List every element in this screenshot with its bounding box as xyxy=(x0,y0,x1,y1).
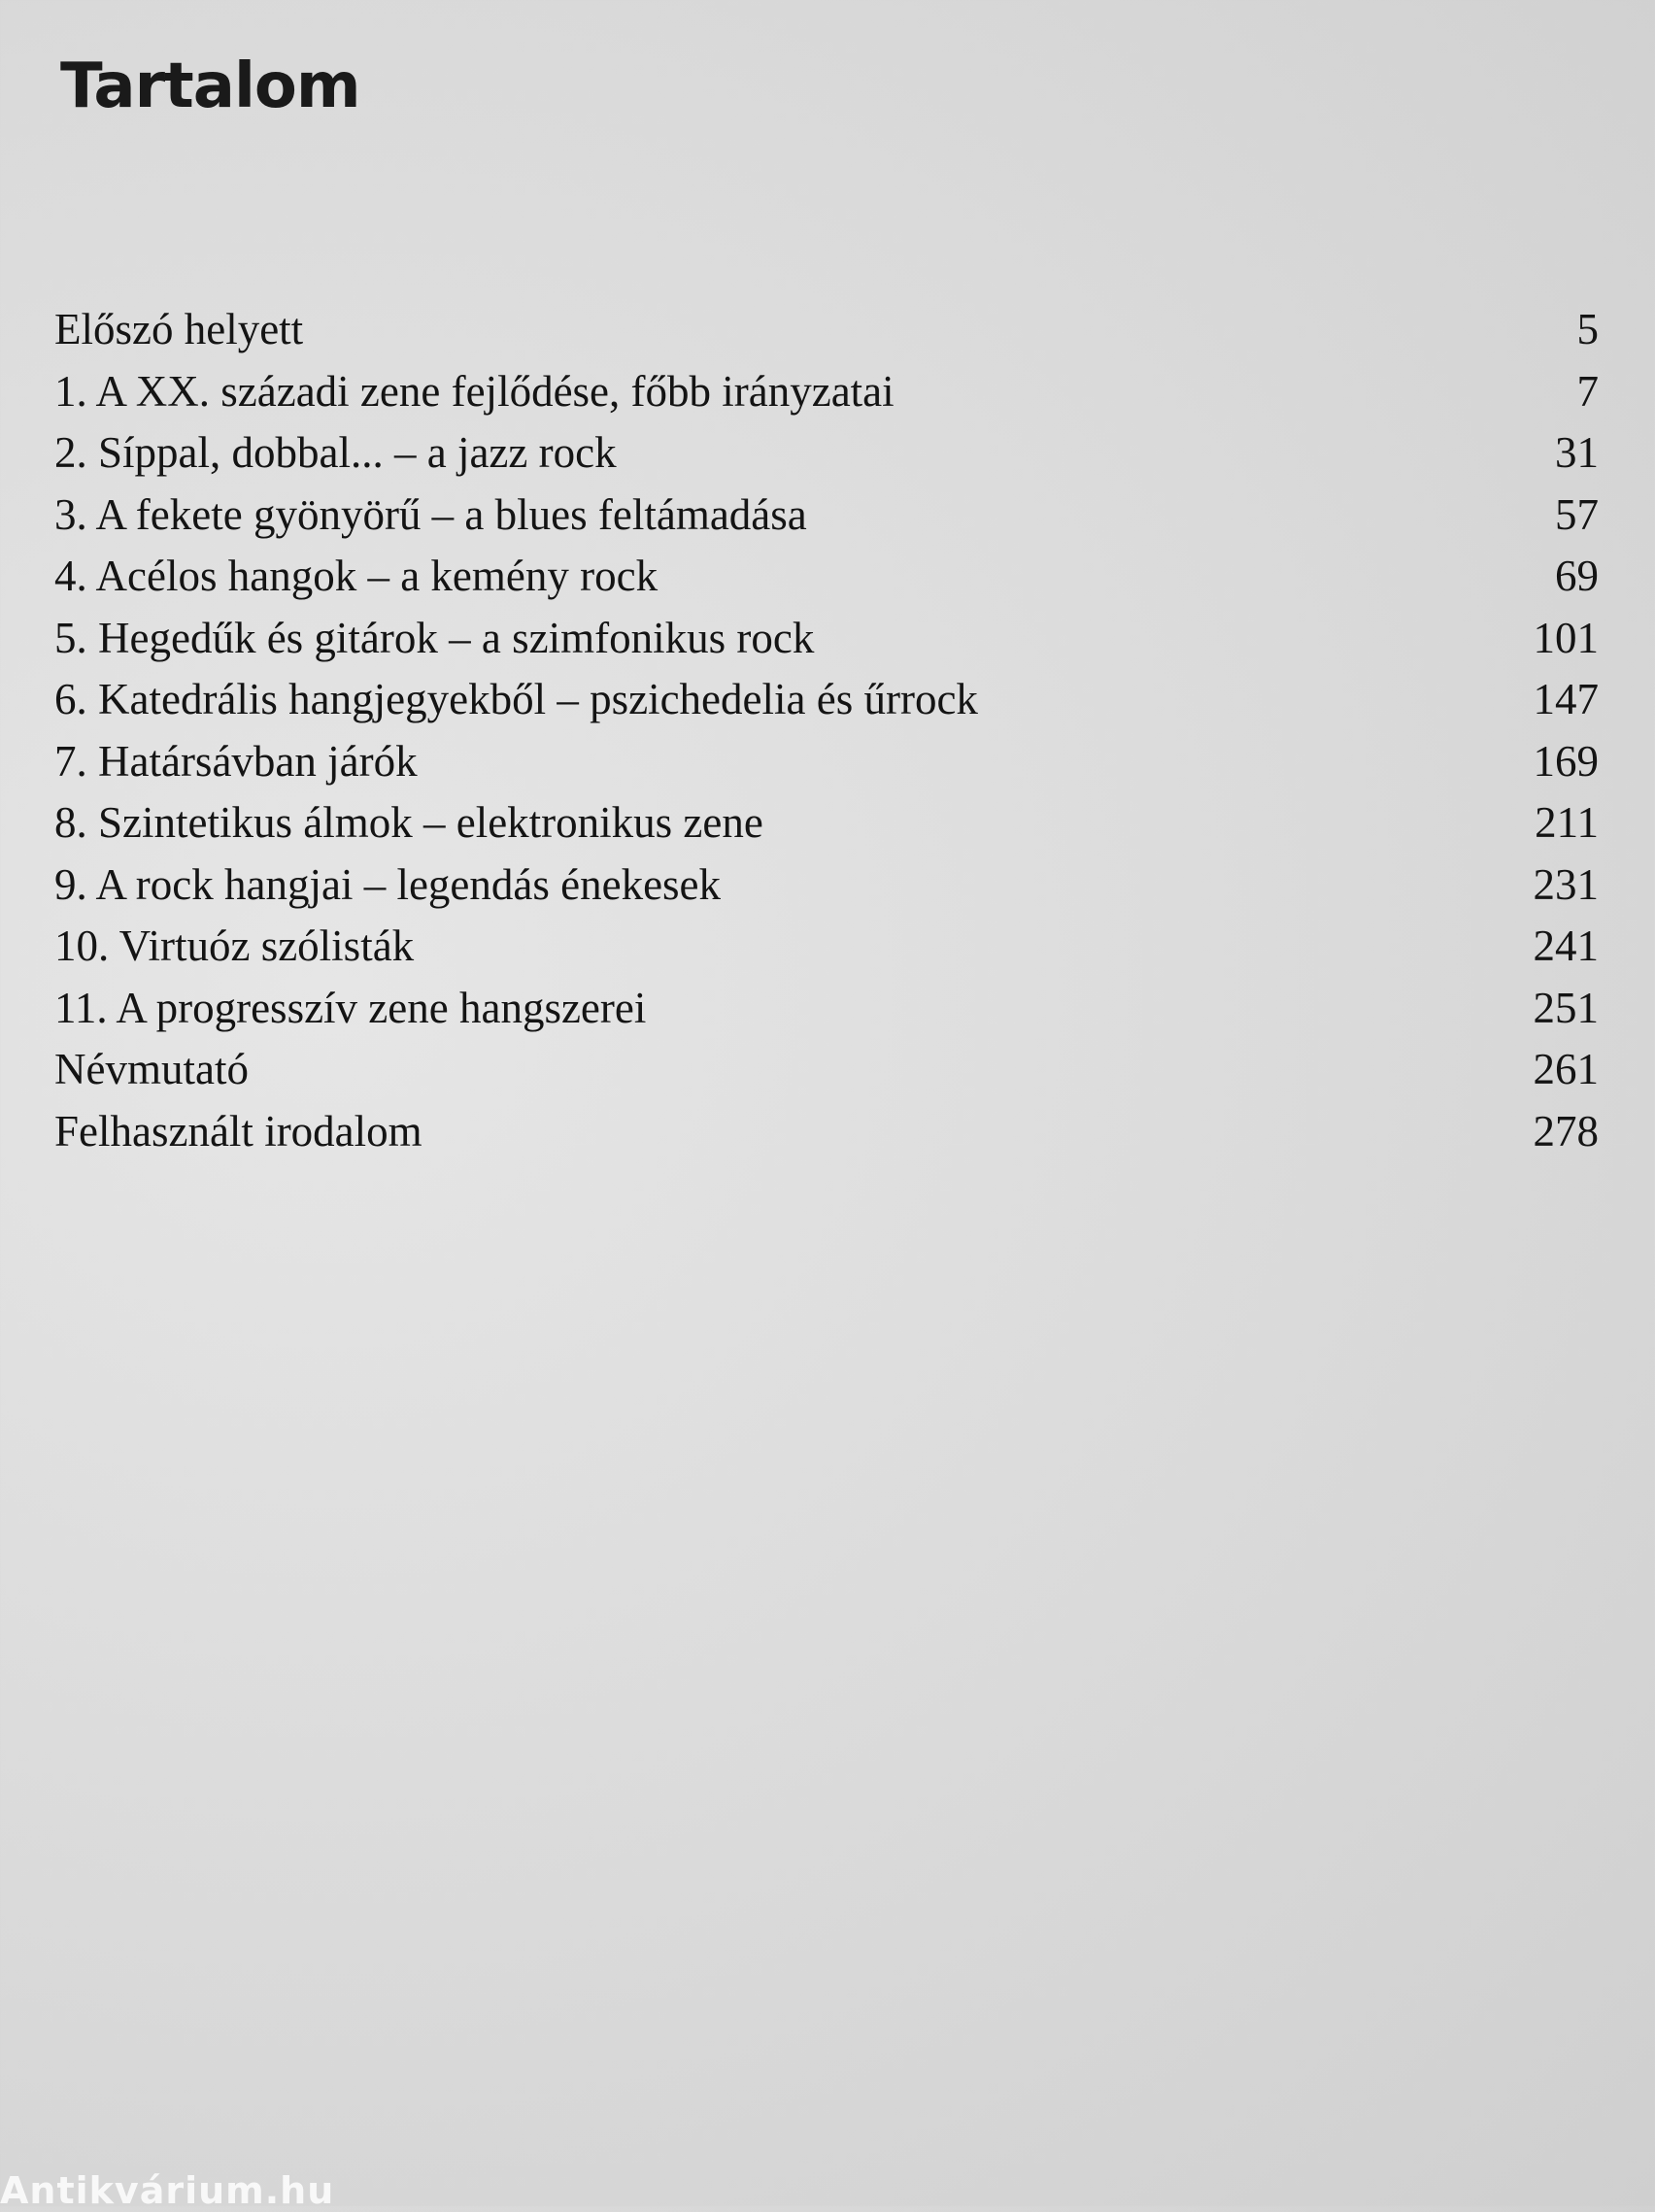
table-of-contents xyxy=(54,299,1599,1162)
toc-entry xyxy=(54,485,1599,547)
toc-entry-page-number: 69 xyxy=(1555,552,1599,600)
toc-entry-title: 3. A fekete gyönyörű – a blues feltámadása xyxy=(54,489,807,539)
toc-entry-page-number: 251 xyxy=(1533,983,1599,1032)
toc-entry xyxy=(54,731,1599,793)
toc-entry-title: 11. A progresszív zene hangszerei xyxy=(54,983,647,1032)
toc-entry xyxy=(54,792,1599,855)
toc-entry-page-number: 101 xyxy=(1533,613,1599,662)
toc-entry xyxy=(54,422,1599,485)
toc-entry-title: 8. Szintetikus álmok – elektronikus zene xyxy=(54,798,763,847)
toc-entry-page-number: 261 xyxy=(1533,1045,1599,1093)
toc-entry-page-number: 147 xyxy=(1533,675,1599,723)
toc-entry xyxy=(54,978,1599,1040)
toc-entry xyxy=(54,299,1599,361)
toc-entry-title: 5. Hegedűk és gitárok – a szimfonikus rock xyxy=(54,613,815,662)
toc-entry-page-number: 231 xyxy=(1533,859,1599,909)
toc-entry xyxy=(54,669,1599,731)
toc-entry xyxy=(54,1101,1599,1163)
toc-entry-page-number: 5 xyxy=(1576,305,1599,353)
toc-entry xyxy=(54,855,1599,917)
toc-entry xyxy=(54,1039,1599,1101)
toc-entry-page-number: 57 xyxy=(1555,489,1599,539)
toc-entry xyxy=(54,361,1599,423)
toc-entry-title: Felhasznált irodalom xyxy=(54,1106,422,1156)
toc-entry-page-number: 31 xyxy=(1555,428,1599,477)
toc-entry-title: 10. Virtuóz szólisták xyxy=(54,922,415,970)
toc-entry-page-number: 278 xyxy=(1533,1106,1599,1156)
toc-entry-title: 9. A rock hangjai – legendás énekesek xyxy=(54,859,722,909)
toc-entry-title: Névmutató xyxy=(54,1045,249,1093)
toc-entry-title: 4. Acélos hangok – a kemény rock xyxy=(54,552,659,600)
toc-entry-title: 2. Síppal, dobbal... – a jazz rock xyxy=(54,428,617,477)
toc-entry xyxy=(54,608,1599,670)
toc-entry-title: Előszó helyett xyxy=(54,305,304,353)
toc-entry-page-number: 169 xyxy=(1533,736,1599,786)
page-title: Tartalom xyxy=(60,50,360,122)
toc-entry-title: 1. A XX. századi zene fejlődése, főbb irányzatai xyxy=(54,366,895,416)
toc-entry-page-number: 241 xyxy=(1533,922,1599,970)
toc-entry xyxy=(54,546,1599,608)
watermark: Antikvárium.hu xyxy=(0,2169,335,2212)
toc-entry-page-number: 211 xyxy=(1535,798,1599,847)
toc-entry-title: 7. Határsávban járók xyxy=(54,736,418,786)
toc-entry xyxy=(54,916,1599,978)
toc-entry-page-number: 7 xyxy=(1576,366,1599,416)
toc-entry-title: 6. Katedrális hangjegyekből – pszichedelia és űrrock xyxy=(54,675,978,723)
